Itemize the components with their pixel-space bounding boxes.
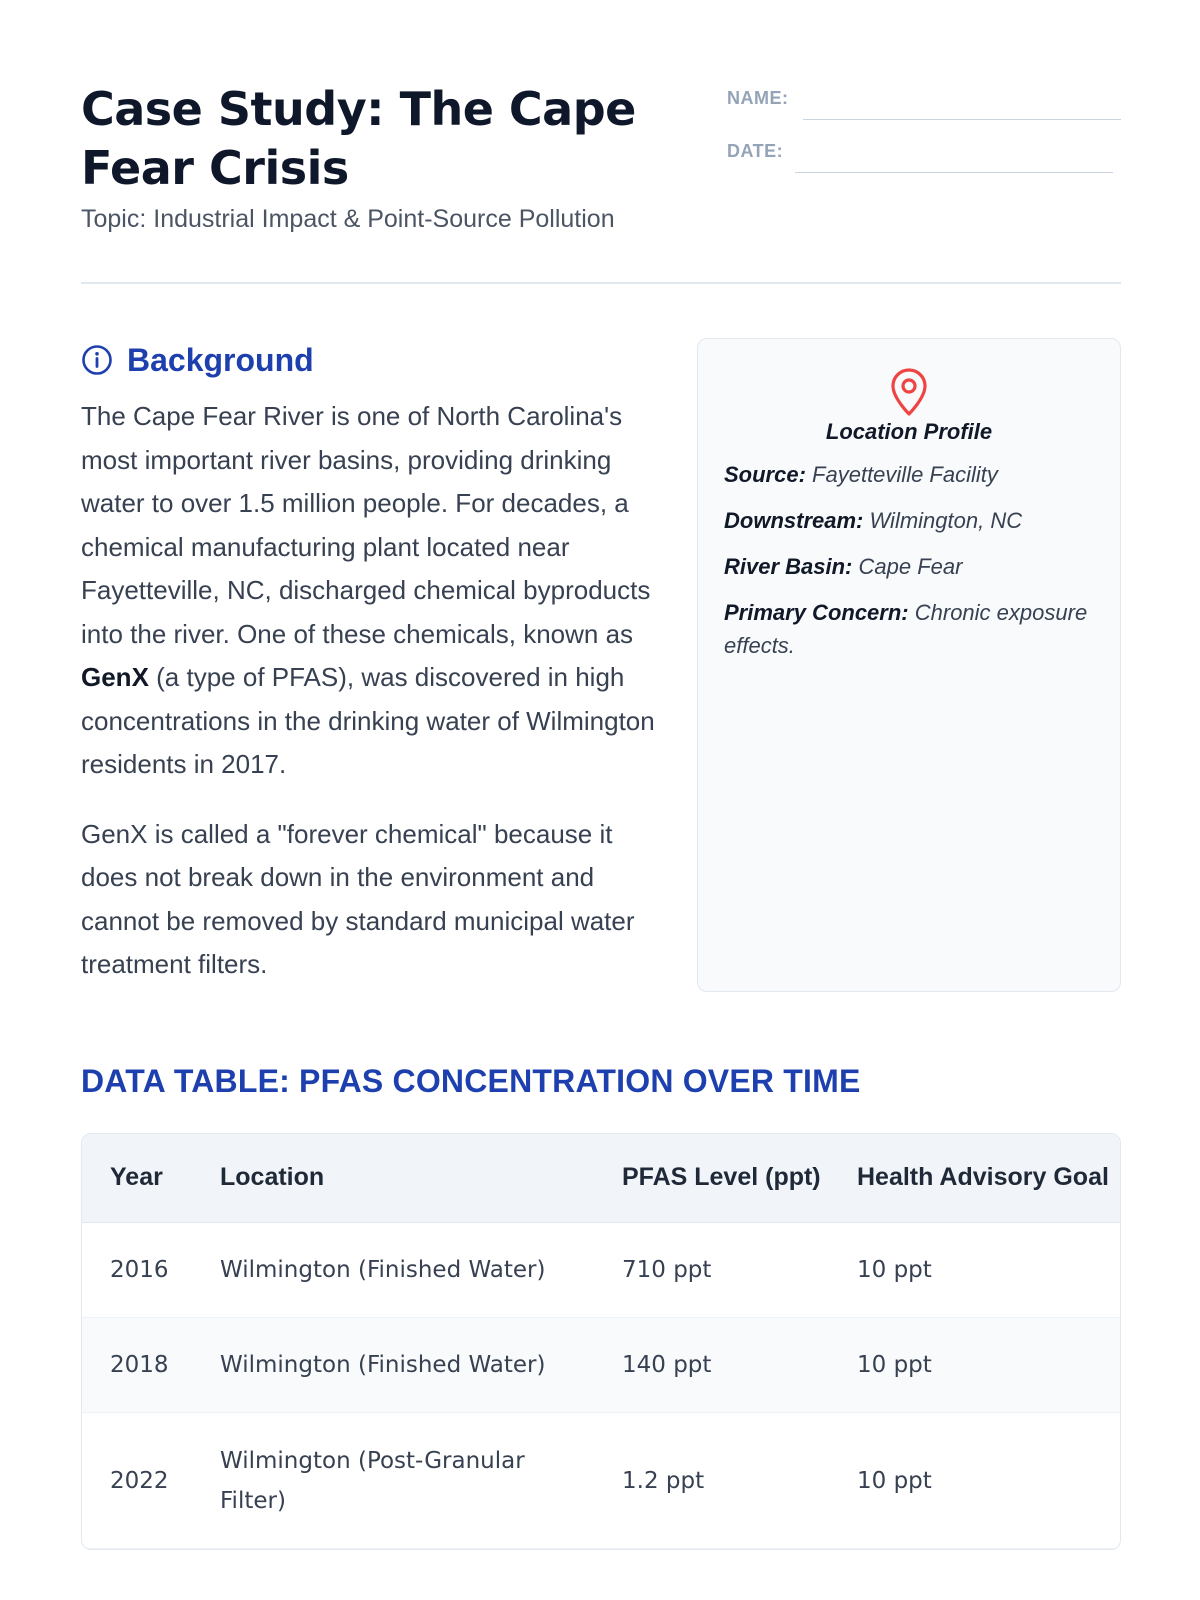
data-table-heading: DATA TABLE: PFAS CONCENTRATION OVER TIME: [81, 1063, 861, 1099]
background-heading: [81, 338, 666, 382]
column-header-location: Location: [192, 1134, 594, 1223]
name-field[interactable]: [727, 88, 1121, 128]
date-field[interactable]: [727, 141, 1121, 181]
table-row: [82, 1223, 1120, 1318]
table-cell-pfas-level: 140 ppt: [594, 1318, 829, 1413]
table-cell-location: Wilmington (Finished Water): [192, 1223, 594, 1318]
location-profile-card: [697, 338, 1121, 992]
profile-value: Wilmington, NC: [869, 508, 1023, 533]
genx-term: GenX: [81, 662, 149, 692]
profile-key: Source:: [724, 462, 806, 487]
date-label: DATE:: [727, 141, 784, 161]
name-label: NAME:: [727, 88, 789, 108]
table-cell-pfas-level: 710 ppt: [594, 1223, 829, 1318]
table-cell-location: Wilmington (Finished Water): [192, 1318, 594, 1413]
background-paragraph-1: [81, 395, 666, 787]
table-cell-year: 2016: [82, 1223, 192, 1318]
profile-row-downstream: [724, 504, 1094, 537]
table-cell-year: 2018: [82, 1318, 192, 1413]
profile-key: Downstream:: [724, 508, 864, 533]
page-title: Case Study: The Cape Fear Crisis: [81, 82, 636, 195]
profile-key: River Basin:: [724, 554, 853, 579]
background-paragraph-2: GenX is called a "forever chemical" because it does not break down in the environment and cannot be removed by standard municipal water treatment filters.: [81, 818, 635, 979]
background-text-2: (a type of PFAS), was discovered in high concentrations in the drinking water of Wilmington residents in 2017.: [81, 662, 655, 779]
background-text-1: The Cape Fear River is one of North Carolina's most important river basins, providing drinking water to over 1.5 million people. For decades, a chemical manufacturing plant located near Fayetteville, NC, discharged chemical byproducts into the river. One of these chemicals, known as: [81, 401, 651, 649]
profile-value: Cape Fear: [858, 554, 963, 579]
table-cell-health-goal: 10 ppt: [829, 1413, 1120, 1549]
location-profile-title: Location Profile: [825, 419, 993, 444]
profile-row-river-basin: [724, 550, 1094, 583]
table-cell-location: Wilmington (Post-Granular Filter): [192, 1413, 594, 1549]
column-header-health-advisory: Health Advisory Goal: [829, 1134, 1120, 1223]
column-header-year: Year: [82, 1134, 192, 1223]
map-pin-icon: [887, 367, 931, 417]
table-cell-year: 2022: [82, 1413, 192, 1549]
table-cell-health-goal: 10 ppt: [829, 1318, 1120, 1413]
pfas-table: [82, 1134, 1120, 1549]
page-subtitle: Topic: Industrial Impact & Point-Source Pollution: [81, 205, 615, 233]
table-row: [82, 1413, 1120, 1549]
table-cell-health-goal: 10 ppt: [829, 1223, 1120, 1318]
name-line[interactable]: [803, 119, 1121, 120]
profile-row-primary-concern: [724, 596, 1094, 662]
background-section: [81, 338, 666, 987]
profile-key: Primary Concern:: [724, 600, 909, 625]
table-row: [82, 1318, 1120, 1413]
data-table: [81, 1133, 1121, 1550]
column-header-pfas-level: PFAS Level (ppt): [594, 1134, 829, 1223]
table-cell-pfas-level: 1.2 ppt: [594, 1413, 829, 1549]
profile-value: Chronic exposure effects.: [724, 600, 1088, 658]
worksheet-header: [81, 80, 1121, 284]
background-heading-text: Background: [127, 341, 314, 378]
info-circle-icon: [81, 344, 113, 376]
profile-row-source: [724, 458, 1094, 491]
date-line[interactable]: [795, 172, 1113, 173]
table-header-row: [82, 1134, 1120, 1223]
profile-value: Fayetteville Facility: [812, 462, 998, 487]
